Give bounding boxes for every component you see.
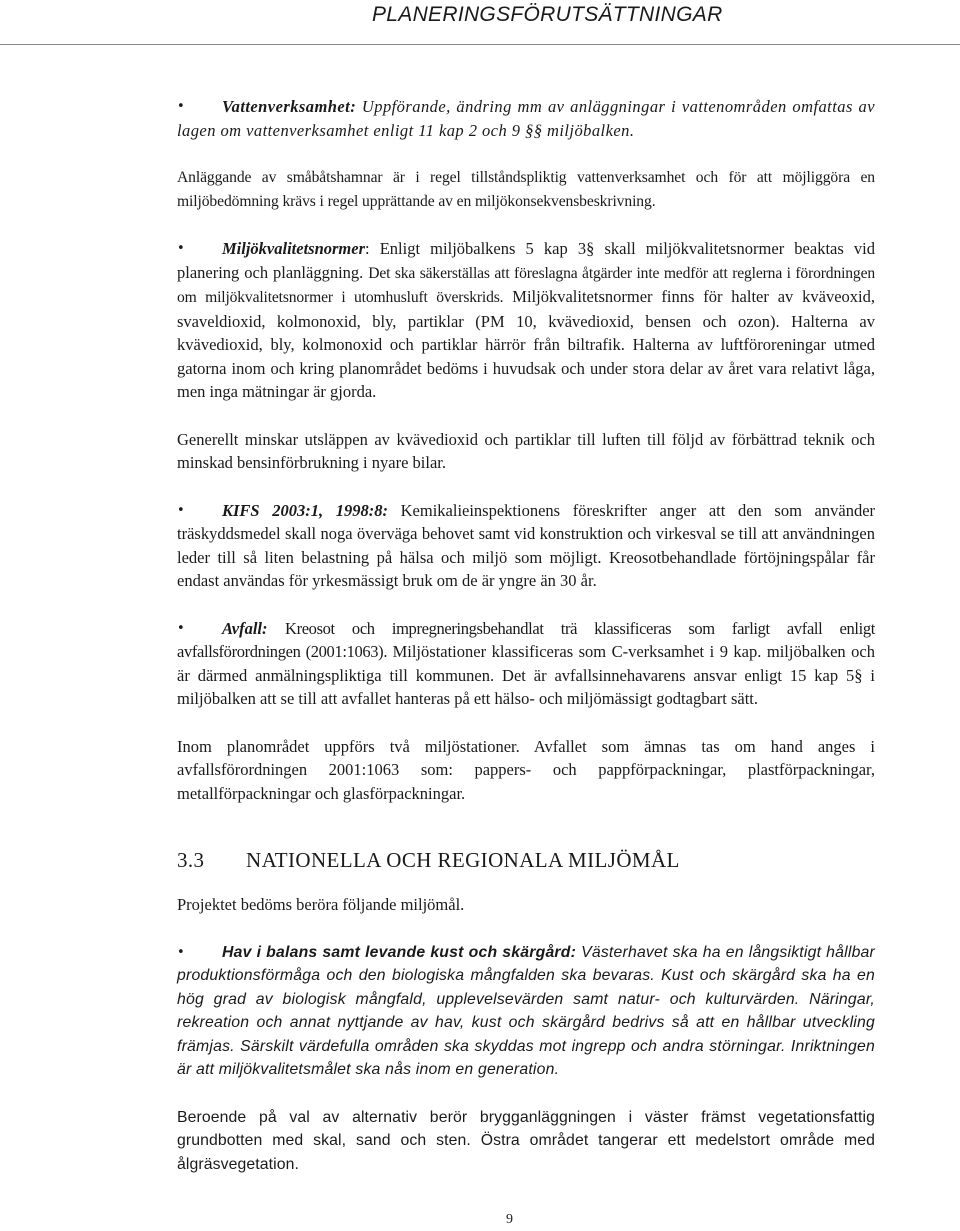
paragraph-smabatshamnar: Anläggande av småbåtshamnar är i regel tillståndspliktig vattenverksamhet och för att möjliggöra en miljöbedömning krävs i regel upprättande av en miljökonsekvensbeskrivning. (177, 169, 875, 210)
bullet-icon: • (177, 241, 185, 256)
bullet-text: Kemikalieinspektionens föreskrifter anger att den som använder träskyddsmedel skall noga överväga behovet samt vid konstruktion och virkesval se till att användningen leder till så liten belastning på hälsa och miljö som möjligt. Kreosotbehandlade förtöjningspålar får endast användas för yrkesmässigt bruk om de är yngre än 30 år. (177, 500, 876, 590)
section-heading (177, 847, 875, 873)
bullet-icon: • (177, 620, 185, 636)
bullet-text: Det är avfallsinnehavarens ansvar enligt 15 kap 5§ i miljöbalken att se till att avfallet hanteras på ett hälso- och miljömässigt godtagbart sätt. (177, 665, 876, 708)
paragraph-projektet: Projektet bedöms beröra följande miljömål. (177, 895, 465, 914)
bullet-label: Hav i balans samt levande kust och skärgård: (222, 943, 577, 961)
bullet-text: Miljökvalitetsnormer finns för halter av kväveoxid, svaveldioxid, kolmonoxid, bly, partiklar (PM 10, kvävedioxid, bensen och ozon). (177, 287, 876, 331)
bullet-icon: • (177, 502, 185, 518)
page-number: 9 (506, 1212, 513, 1227)
bullet-avfall (177, 617, 875, 711)
bullet-vattenverksamhet (177, 95, 875, 142)
bullet-label: Miljökvalitetsnormer (222, 239, 366, 258)
paragraph-beroende: Beroende på val av alternativ berör brygganläggningen i väster främst vegetationsfattig grundbotten med skal, sand och sten. Östra området tangerar ett medelstort område med ålgräsvegetation. (177, 1108, 875, 1173)
bullet-text: Det ska säkerställas att föreslagna åtgärder inte medför att reglerna i förordningen om miljökvalitetsnormer i utomhusluft överskrids. (177, 264, 875, 306)
bullet-text: Kreosot och impregneringsbehandlat trä klassificeras som farligt avfall enligt avfallsförordningen (2001:1063). (177, 618, 875, 661)
bullet-text: Miljöstationer klassificeras som C-verksamhet i 9 kap. miljöbalken och är därmed anmälningspliktiga till kommunen. (177, 642, 875, 685)
main-content (177, 95, 875, 1176)
page-header (0, 0, 960, 50)
bullet-text: Halterna av kvävedioxid, bly, kolmonoxid och partiklar härrör från biltrafik. (177, 311, 876, 354)
section-title: NATIONELLA OCH REGIONALA MILJÖMÅL (246, 848, 680, 872)
bullet-text: Halterna av luftföroreningar utmed gatorna inom och kring planområdet bedöms i huvudsak och under stora delar av året vara relativt låga, men inga mätningar är gjorda. (177, 335, 875, 401)
bullet-miljokvalitetsnormer (177, 237, 875, 404)
bullet-icon: • (177, 944, 185, 960)
bullet-text: : Enligt miljöbalkens 5 kap 3§ skall miljökvalitetsnormer beaktas vid planering och planläggning. (177, 239, 875, 282)
paragraph-generellt: Generellt minskar utsläppen av kvävedioxid och partiklar till luften till följd av förbättrad teknik och minskad bensinförbrukning i nyare bilar. (177, 429, 875, 472)
header-divider (0, 44, 960, 45)
paragraph-inom-planomradet: Inom planområdet uppförs två miljöstationer. Avfallet som ämnas tas om hand anges i avfallsförordningen 2001:1063 som: pappers- och pappförpackningar, plastförpackningar, metallförpackningar och glasförpackningar. (177, 736, 875, 803)
header-title: PLANERINGSFÖRUTSÄTTNINGAR (372, 3, 723, 26)
bullet-icon: • (177, 99, 186, 114)
bullet-label: Vattenverksamhet: (222, 97, 357, 116)
bullet-kifs (177, 499, 875, 593)
section-number: 3.3 (177, 848, 205, 872)
bullet-text: Uppförande, ändring mm av anläggningar i vattenområden omfattas av lagen om vattenverksamhet enligt 11 kap 2 och 9 §§ miljöbalken. (177, 97, 876, 140)
bullet-hav-i-balans (177, 941, 875, 1082)
bullet-text: Västerhavet ska ha en långsiktigt hållbar produktionsförmåga och den biologiska mångfalden ska bevaras. Kust och skärgård ska ha en hög grad av biologisk mångfald, upplevelsevärden samt natur- och kulturvärden. Näringar, rekreation och annat nyttjande av hav, kust och skärgård bedrivs så att en hållbar utveckling främjas. Särskilt värdefulla områden ska skyddas mot ingrepp och andra störningar. Inriktningen är att miljökvalitetsmålet ska nås inom en generation. (177, 943, 876, 1078)
bullet-label: Avfall: (222, 618, 268, 638)
bullet-label: KIFS 2003:1, 1998:8: (222, 500, 388, 520)
